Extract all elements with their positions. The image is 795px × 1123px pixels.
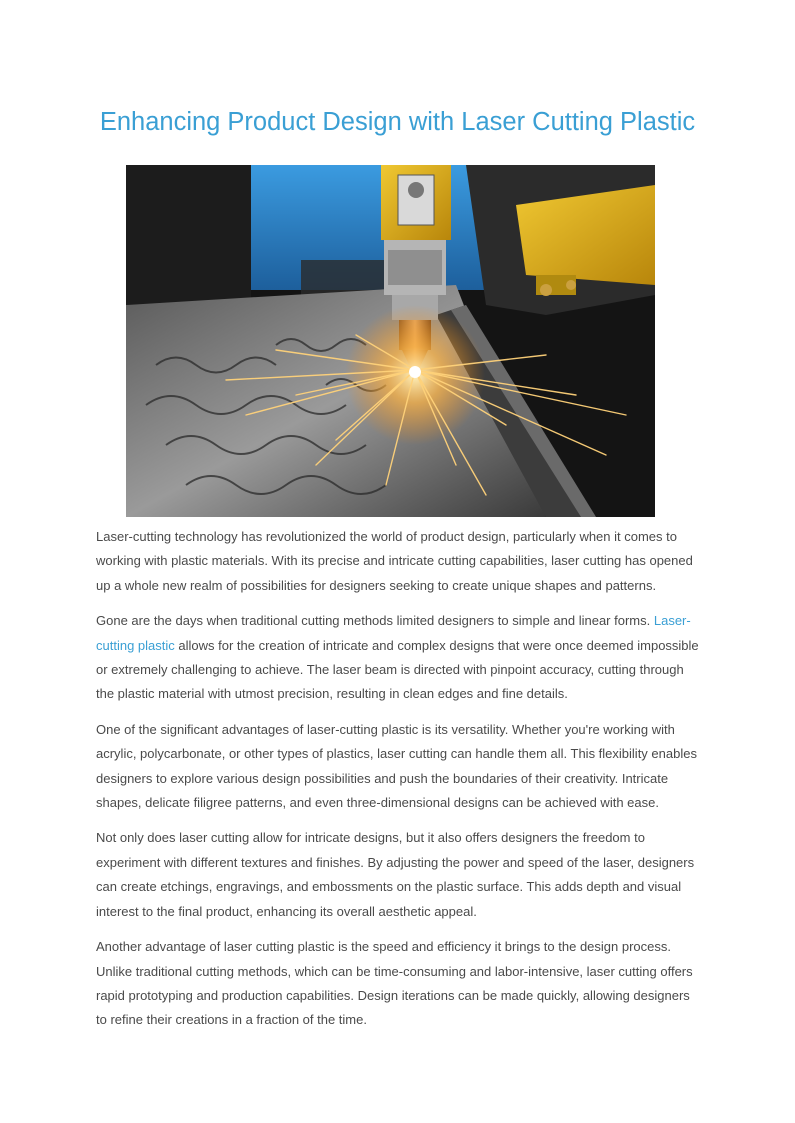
- hero-image: [126, 165, 655, 517]
- paragraph-text-before-link: Gone are the days when traditional cutting methods limited designers to simple and linear forms.: [96, 613, 654, 629]
- page-title: Enhancing Product Design with Laser Cutting Plastic: [99, 108, 696, 136]
- paragraph-intro: Laser-cutting technology has revolutionized the world of product design, particularly when it comes to working with plastic materials. With its precise and intricate cutting capabilities, laser cutting has opened up a whole new realm of possibilities for designers seeking to create unique shapes and patterns.: [96, 529, 693, 593]
- paragraph-versatility: One of the significant advantages of laser-cutting plastic is its versatility. Whether you're working with acrylic, polycarbonate, or other types of plastics, laser cutting can handle them all. This flexibility enables designers to explore various design possibilities and push the boundaries of their creativity. Intricate shapes, delicate filigree patterns, and even three-dimensional designs can be achieved with ease.: [96, 721, 697, 811]
- laser-cutting-plastic-link[interactable]: Laser-cutting plastic: [96, 613, 691, 653]
- paragraph-textures: Not only does laser cutting allow for intricate designs, but it also offers designers the freedom to experiment with different textures and finishes. By adjusting the power and speed of the laser, designers can create etchings, engravings, and embossments on the plastic surface. This adds depth and visual interest to the final product, enhancing its overall aesthetic appeal.: [96, 830, 695, 919]
- paragraph-text-after-link: allows for the creation of intricate and complex designs that were once deemed impossible or extremely challenging to achieve. The laser beam is directed with pinpoint accuracy, cutting through the plastic material with utmost precision, resulting in clean edges and fine details.: [96, 637, 699, 702]
- article-body: [96, 525, 704, 1044]
- laser-cutting-machine-illustration: [126, 165, 655, 517]
- paragraph-speed: Another advantage of laser cutting plastic is the speed and efficiency it brings to the design process. Unlike traditional cutting methods, which can be time-consuming and labor-intensive, laser cutting offers rapid prototyping and production capabilities. Design iterations can be made quickly, allowing designers to refine their creations in a fraction of the time.: [96, 939, 693, 1028]
- paragraph-precision: [96, 609, 704, 707]
